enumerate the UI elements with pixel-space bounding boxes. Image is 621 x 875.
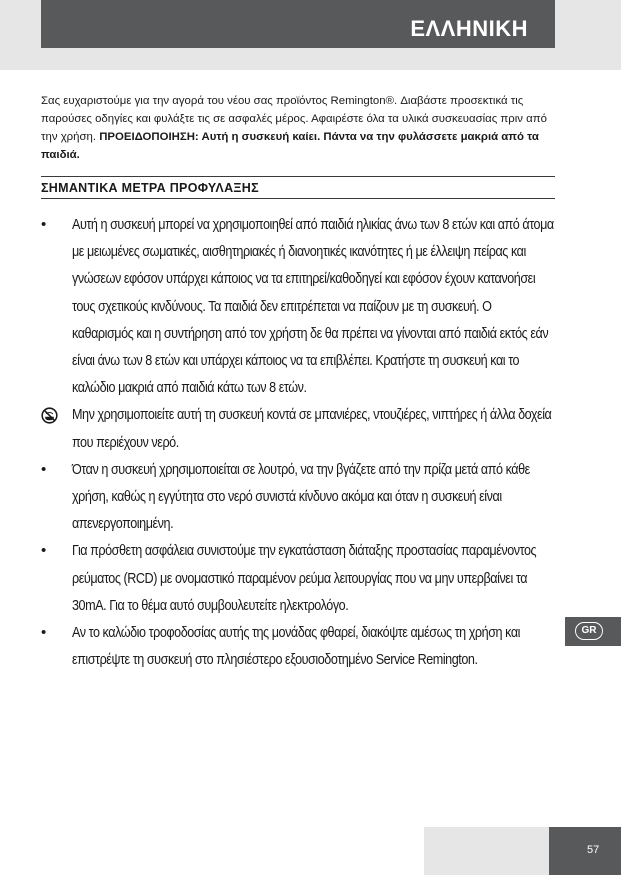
page-number: 57 bbox=[587, 844, 600, 856]
intro-warning: ΠΡΟΕΙΔΟΠΟΙΗΣΗ: Αυτή η συσκευή καίει. Πάντα να την φυλάσσετε μακριά από τα παιδιά. bbox=[41, 131, 539, 161]
language-header bbox=[41, 0, 555, 48]
list-item bbox=[41, 456, 555, 538]
list-item bbox=[41, 619, 555, 673]
list-item-text: Αυτή η συσκευή μπορεί να χρησιμοποιηθεί από παιδιά ηλικίας άνω των 8 ετών και από άτομα με μειωμένες σωματικές, αισθητηριακές ή διανοητικές ικανότητες ή με έλλειψη πείρας και γνώσεων εφόσον υπάρχει κάποιος να τα επιτηρεί/καθοδηγεί και εφόσον έχουν κατανοήσει τους σχετικούς κινδύνους. Τα παιδιά δεν επιτρέπεται να παίζουν με τη συσκευή. Ο καθαρισμός και η συντήρηση από τον χρήστη δε θα πρέπει να γίνονται από παιδιά εκτός εάν είναι άνω των 8 ετών και υπάρχει κάποιος να τα επιβλέπει. Κρατήστε τη συσκευή και το καλώδιο μακριά από παιδιά κάτω των 8 ετών. bbox=[72, 216, 554, 397]
list-item bbox=[41, 211, 555, 401]
page-number-box bbox=[549, 827, 621, 875]
list-item-text: Αν το καλώδιο τροφοδοσίας αυτής της μονάδας φθαρεί, διακόψτε αμέσως τη χρήση και επιστρέψτε τη συσκευή στο πλησιέστερο εξουσιοδοτημένο Service Remington. bbox=[72, 624, 520, 669]
list-item-text: Μην χρησιμοποιείτε αυτή τη συσκευή κοντά σε μπανιέρες, ντουζιέρες, νιπτήρες ή άλλα δοχεία που περιέχουν νερό. bbox=[72, 406, 552, 451]
intro-text: Σας ευχαριστούμε για την αγορά του νέου σας προϊόντος Remington®. Διαβάστε προσεκτικά τις παρούσες οδηγίες και φυλάξτε τις σε ασφαλές μέρος. Αφαιρέστε όλα τα υλικά συσκευασίας πριν από την χρήση. bbox=[41, 95, 547, 143]
list-item-text: Όταν η συσκευή χρησιμοποιείται σε λουτρό, να την βγάζετε από την πρίζα μετά από κάθε χρήση, καθώς η εγγύτητα στο νερό συνιστά κίνδυνο ακόμα και όταν η συσκευή είναι απενεργοποιημένη. bbox=[72, 460, 530, 533]
list-item bbox=[41, 537, 555, 619]
section-title: ΣΗΜΑΝΤΙΚΑ ΜΕΤΡΑ ΠΡΟΦΥΛΑΞΗΣ bbox=[41, 176, 555, 199]
bullet: • bbox=[41, 216, 47, 233]
intro-paragraph bbox=[41, 92, 561, 164]
gr-badge: GR bbox=[575, 622, 603, 640]
list-item-text: Για πρόσθετη ασφάλεια συνιστούμε την εγκατάσταση διάταξης προστασίας παραμένοντος ρεύματος (RCD) με ονομαστικό παραμένον ρεύμα λειτουργίας που να μην υπερβαίνει τα 30mA. Για το θέμα αυτό συμβουλευτείτε ηλεκτρολόγο. bbox=[72, 542, 537, 614]
language-title: ΕΛΛΗΝΙΚΗ bbox=[410, 16, 528, 41]
no-water-icon bbox=[41, 407, 58, 424]
safety-list bbox=[41, 211, 555, 673]
language-side-tab bbox=[565, 617, 621, 646]
bullet: • bbox=[41, 542, 47, 560]
bullet: • bbox=[41, 460, 47, 478]
list-item bbox=[41, 401, 555, 455]
bullet: • bbox=[41, 624, 47, 642]
